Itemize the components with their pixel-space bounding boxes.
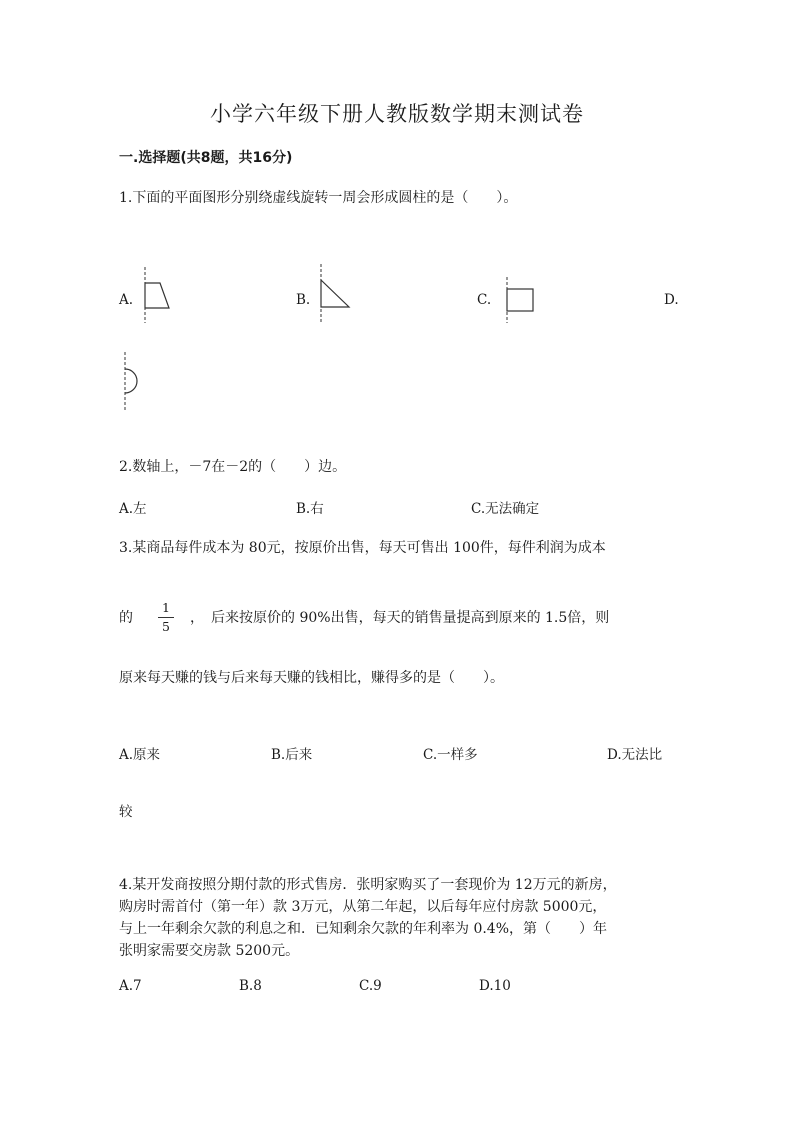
question-4-option-c[interactable]: C.9 bbox=[359, 978, 382, 994]
right-trapezoid-figure bbox=[138, 265, 178, 325]
question-1-option-a[interactable]: A. bbox=[119, 292, 134, 308]
question-3-option-c[interactable]: C.一样多 bbox=[423, 747, 478, 763]
section-heading: 一.选择题(共8题，共16分) bbox=[119, 150, 293, 166]
question-4-option-d[interactable]: D.10 bbox=[479, 978, 511, 994]
question-3-option-a[interactable]: A.原来 bbox=[119, 747, 161, 763]
right-triangle-figure bbox=[313, 262, 358, 326]
question-2-option-c[interactable]: C.无法确定 bbox=[471, 501, 540, 517]
question-1-stem: 1.下面的平面图形分别绕虚线旋转一周会形成圆柱的是（ ）。 bbox=[119, 190, 518, 206]
question-1-option-c[interactable]: C. bbox=[477, 292, 492, 308]
question-4-line-4: 张明家需要交房款 5200元。 bbox=[119, 943, 300, 959]
question-4-option-b[interactable]: B.8 bbox=[239, 978, 262, 994]
page-title: 小学六年级下册人教版数学期末测试卷 bbox=[210, 102, 584, 126]
question-3-line-2-suffix: ， 后来按原价的 90%出售，每天的销售量提高到原来的 1.5倍，则 bbox=[190, 610, 610, 626]
question-2-stem: 2.数轴上，－7在－2的（ ）边。 bbox=[119, 459, 347, 475]
fraction-bar bbox=[158, 617, 174, 618]
question-3-option-d[interactable]: D.无法比 bbox=[607, 747, 663, 763]
fraction-one-fifth bbox=[156, 601, 176, 634]
question-4-option-a[interactable]: A.7 bbox=[119, 978, 142, 994]
question-2-option-b[interactable]: B.右 bbox=[296, 501, 324, 517]
rectangle-figure bbox=[498, 276, 538, 324]
fraction-numerator: 1 bbox=[162, 600, 170, 615]
question-3-line-2-prefix: 的 bbox=[119, 610, 133, 626]
fraction-denominator: 5 bbox=[162, 619, 170, 634]
question-4-line-1: 4.某开发商按照分期付款的形式售房．张明家购买了一套现价为 12万元的新房， bbox=[119, 877, 617, 893]
question-2-option-a[interactable]: A.左 bbox=[119, 501, 147, 517]
question-1-option-b[interactable]: B. bbox=[296, 292, 311, 308]
question-3-line-3: 原来每天赚的钱与后来每天赚的钱相比，赚得多的是（ ）。 bbox=[119, 670, 504, 686]
question-4-line-3: 与上一年剩余欠款的利息之和．已知剩余欠款的年利率为 0.4%，第（ ）年 bbox=[119, 921, 608, 937]
question-1-option-d[interactable]: D. bbox=[664, 292, 679, 308]
question-3-option-b[interactable]: B.后来 bbox=[271, 747, 313, 763]
question-3-option-d-wrap: 较 bbox=[119, 804, 133, 820]
semicircle-figure bbox=[118, 350, 152, 412]
question-4-line-2: 购房时需首付（第一年）款 3万元，从第二年起，以后每年应付房款 5000元， bbox=[119, 899, 607, 915]
question-3-line-1: 3.某商品每件成本为 80元，按原价出售，每天可售出 100件，每件利润为成本 bbox=[119, 540, 606, 556]
